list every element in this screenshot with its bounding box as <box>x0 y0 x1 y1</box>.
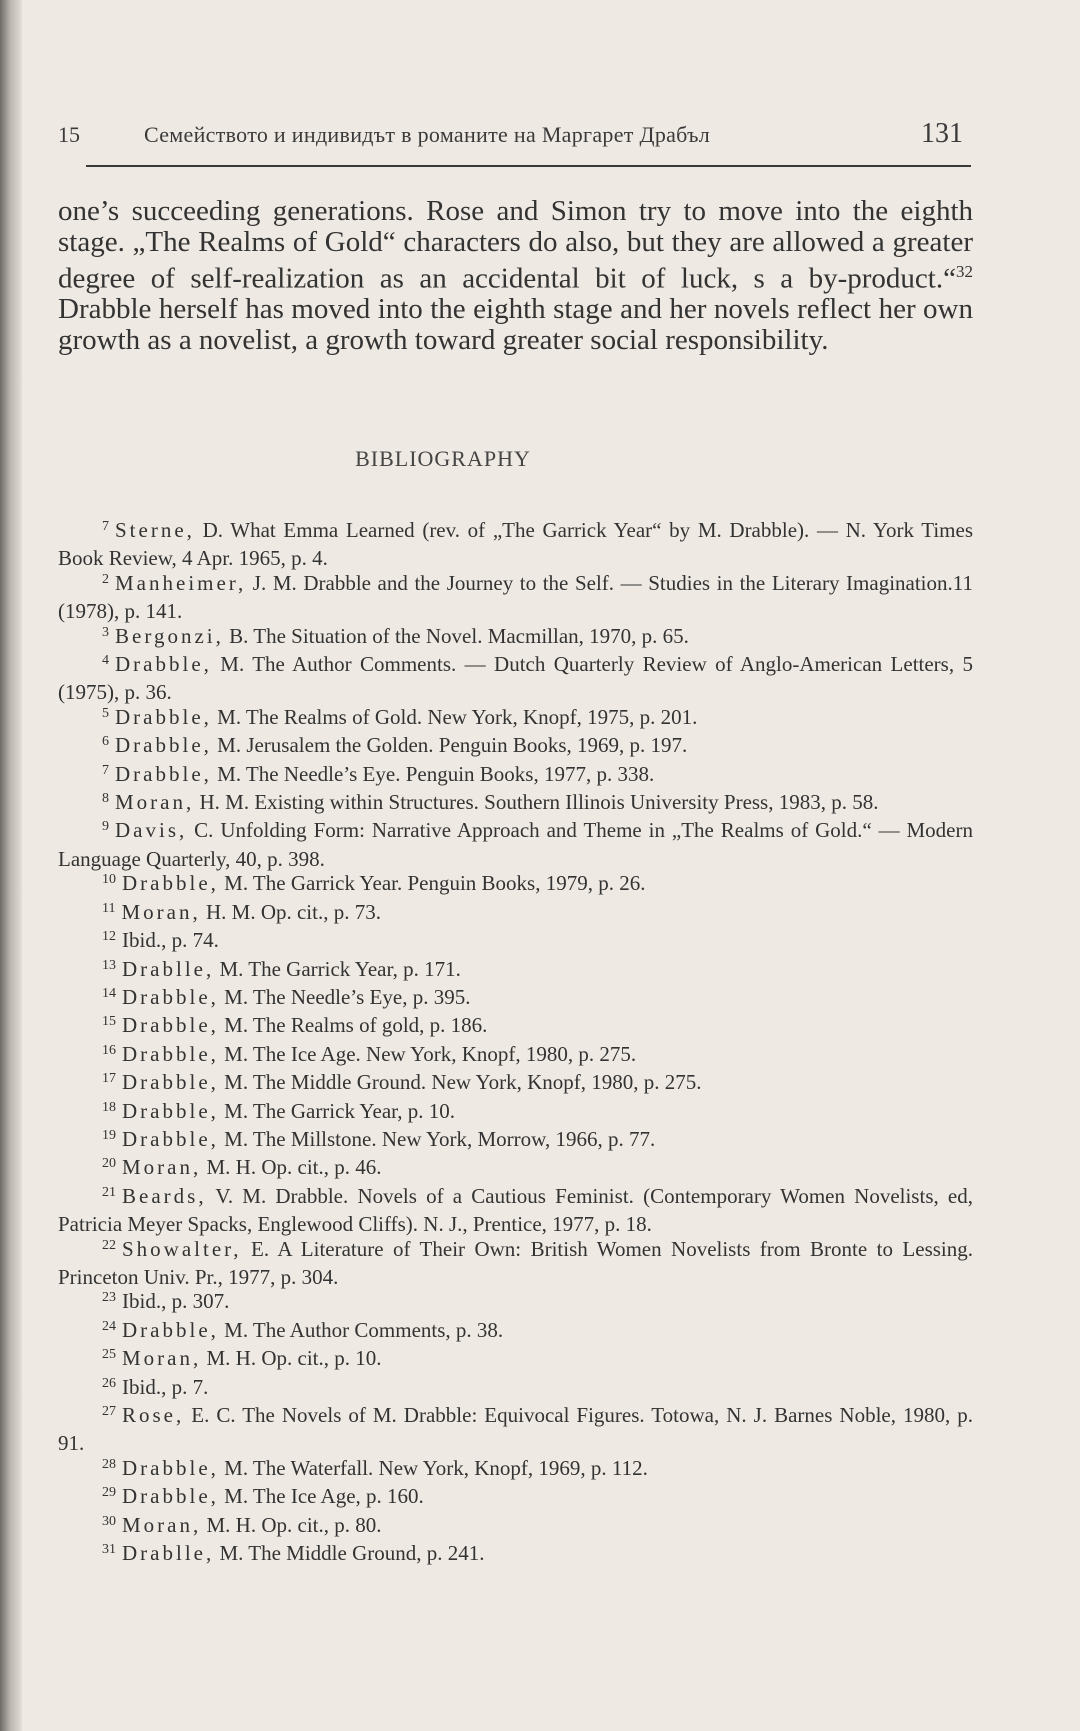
reference-text: M. H. Op. cit., p. 80. <box>201 1512 382 1537</box>
reference-number: 16 <box>102 1042 116 1058</box>
reference-author: Davis, <box>115 818 188 843</box>
reference-author: Drabble, <box>122 984 219 1009</box>
reference-entry <box>58 1127 973 1155</box>
reference-entry <box>58 818 973 871</box>
reference-text: J. M. Drabble and the Journey to the Self. — Studies in the Literary Imagination.11 (1978), p. 141. <box>58 570 973 624</box>
reference-entry <box>58 957 973 985</box>
footnote-reference: 32 <box>956 262 973 281</box>
reference-author: Drabble, <box>122 1455 219 1480</box>
reference-author: Moran, <box>115 790 195 815</box>
reference-entry <box>58 1456 973 1484</box>
reference-author: Drablle, <box>122 1541 215 1566</box>
reference-number: 23 <box>102 1290 116 1306</box>
reference-entry <box>58 762 973 790</box>
reference-entry <box>58 871 973 899</box>
reference-entry <box>58 1184 973 1237</box>
reference-text: H. M. Op. cit., p. 73. <box>200 899 381 924</box>
reference-author: Drabble, <box>122 1013 219 1038</box>
reference-text: M. The Garrick Year, p. 10. <box>218 1098 456 1123</box>
reference-number: 7 <box>102 519 109 534</box>
reference-text: M. H. Op. cit., p. 46. <box>201 1155 382 1180</box>
reference-entry <box>58 790 973 818</box>
reference-text: M. The Ice Age. New York, Knopf, 1980, p. 275. <box>218 1041 637 1066</box>
page <box>58 0 973 1731</box>
reference-number: 3 <box>102 624 109 640</box>
reference-text: M. The Author Comments, p. 38. <box>218 1317 504 1342</box>
reference-entry <box>58 1155 973 1183</box>
reference-number: 10 <box>102 872 116 888</box>
reference-text: C. Unfolding Form: Narrative Approach and Theme in „The Realms of Gold.“ — Modern Language Quarterly, 40, p. 398. <box>58 818 973 871</box>
reference-entry <box>58 1403 973 1456</box>
reference-author: Drablle, <box>122 956 215 981</box>
reference-author: Drabble, <box>122 1041 219 1066</box>
reference-author: Drabble, <box>122 1317 219 1342</box>
reference-text: E. A Literature of Their Own: British Women Novelists from Bronte to Lessing. Princeton Univ. Pr., 1977, p. 304. <box>58 1236 973 1289</box>
reference-number: 28 <box>102 1456 116 1472</box>
header-left-number: 15 <box>58 122 80 147</box>
running-title: Семейството и индивидът в романите на Маргарет Драбъл <box>144 122 711 147</box>
reference-author: Drabble, <box>122 1070 219 1095</box>
reference-author: Drabble, <box>122 1126 219 1151</box>
reference-number: 21 <box>102 1184 116 1200</box>
reference-number: 27 <box>102 1404 116 1419</box>
reference-entry <box>58 571 973 624</box>
reference-text: M. The Needle’s Eye, p. 395. <box>218 984 471 1009</box>
reference-text: Ibid., p. 7. <box>122 1374 209 1399</box>
reference-author: Moran, <box>122 1155 202 1180</box>
reference-entry <box>58 900 973 928</box>
reference-number: 8 <box>102 791 109 807</box>
paragraph-text: one’s succeeding generations. Rose and Simon try to move into the eighth stage. „The Realms of Gold“ characters do also, but they are allowed a greater degree of self-realization as an accidental bit of luck, s a by-product.“ <box>58 195 973 295</box>
reference-number: 11 <box>102 900 116 916</box>
reference-author: Showalter, <box>122 1236 242 1261</box>
reference-entry <box>58 733 973 761</box>
reference-number: 24 <box>102 1318 116 1334</box>
reference-text: M. The Millstone. New York, Morrow, 1966, p. 77. <box>218 1126 656 1151</box>
reference-text: M. Jerusalem the Golden. Penguin Books, 1969, p. 197. <box>211 733 688 758</box>
page-number: 131 <box>921 118 963 149</box>
reference-entry <box>58 705 973 733</box>
reference-author: Drabble, <box>122 1484 219 1509</box>
reference-entry <box>58 1099 973 1127</box>
reference-number: 12 <box>102 929 116 945</box>
reference-number: 14 <box>102 985 116 1001</box>
reference-text: Ibid., p. 307. <box>122 1289 230 1314</box>
reference-number: 20 <box>102 1156 116 1172</box>
reference-text: M. The Realms of gold, p. 186. <box>218 1013 488 1038</box>
reference-entry <box>58 928 973 956</box>
reference-number: 29 <box>102 1485 116 1501</box>
reference-entry <box>58 1513 973 1541</box>
reference-number: 7 <box>102 762 109 778</box>
reference-number: 30 <box>102 1513 116 1529</box>
reference-author: Rose, <box>122 1403 185 1427</box>
body-paragraph <box>58 196 973 355</box>
reference-author: Moran, <box>122 1346 202 1371</box>
paragraph-text-continued: Drabble herself has moved into the eighth stage and her novels reflect her own growth as a novelist, a growth toward greater social responsibility. <box>58 293 973 356</box>
reference-entry <box>58 1070 973 1098</box>
reference-author: Drabble, <box>115 704 212 729</box>
reference-author: Drabble, <box>115 652 212 677</box>
reference-author: Moran, <box>121 899 201 924</box>
reference-number: 13 <box>102 957 116 973</box>
reference-entry <box>58 1484 973 1512</box>
reference-number: 5 <box>102 705 109 721</box>
reference-text: M. The Middle Ground, p. 241. <box>214 1541 485 1566</box>
reference-entry <box>58 1013 973 1041</box>
reference-number: 17 <box>102 1071 116 1087</box>
reference-entry <box>58 1375 973 1403</box>
reference-author: Manheimer, <box>115 570 247 595</box>
reference-text: M. The Author Comments. — Dutch Quarterly Review of Anglo-American Letters, 5 (1975), p. 36. <box>58 652 973 705</box>
reference-number: 9 <box>102 819 109 835</box>
reference-text: M. The Middle Ground. New York, Knopf, 1980, p. 275. <box>218 1070 702 1095</box>
reference-number: 19 <box>102 1127 116 1143</box>
reference-author: Beards, <box>122 1183 207 1208</box>
bibliography-heading: BIBLIOGRAPHY <box>355 446 531 471</box>
reference-author: Sterne, <box>115 518 195 542</box>
reference-entry <box>58 652 973 705</box>
book-spine-shadow <box>0 0 22 1731</box>
reference-number: 18 <box>102 1099 116 1115</box>
reference-author: Bergonzi, <box>115 623 224 648</box>
reference-text: H. M. Existing within Structures. Southern Illinois University Press, 1983, p. 58. <box>194 790 879 815</box>
reference-entry <box>58 1237 973 1290</box>
reference-author: Drabble, <box>122 871 219 896</box>
reference-text: V. M. Drabble. Novels of a Cautious Feminist. (Contemporary Women Novelists, ed, Patricia Meyer Spacks, Englewood Cliffs). N. J., Prentice, 1977, p. 18. <box>58 1183 973 1237</box>
reference-author: Moran, <box>122 1512 202 1537</box>
reference-entry <box>58 985 973 1013</box>
reference-entry <box>58 1346 973 1374</box>
reference-number: 22 <box>102 1237 116 1253</box>
reference-number: 26 <box>102 1375 116 1391</box>
reference-text: M. H. Op. cit., p. 10. <box>201 1346 382 1371</box>
reference-text: D. What Emma Learned (rev. of „The Garrick Year“ by M. Drabble). — N. York Times Book Review, 4 Apr. 1965, p. 4. <box>58 518 973 571</box>
reference-text: M. The Garrick Year. Penguin Books, 1979, p. 26. <box>218 871 646 896</box>
reference-text: M. The Needle’s Eye. Penguin Books, 1977, p. 338. <box>211 761 655 786</box>
reference-text: M. The Ice Age, p. 160. <box>218 1484 424 1509</box>
header-rule <box>86 165 971 167</box>
reference-number: 31 <box>102 1542 116 1558</box>
reference-entry <box>58 1042 973 1070</box>
reference-list <box>58 518 973 1569</box>
reference-number: 15 <box>102 1014 116 1030</box>
reference-number: 2 <box>102 571 109 587</box>
reference-entry <box>58 624 973 652</box>
reference-author: Drabble, <box>115 733 212 758</box>
reference-text: M. The Waterfall. New York, Knopf, 1969, p. 112. <box>218 1455 648 1480</box>
reference-number: 6 <box>102 734 109 750</box>
reference-entry <box>58 518 973 571</box>
reference-text: M. The Realms of Gold. New York, Knopf, 1975, p. 201. <box>211 704 698 729</box>
reference-number: 4 <box>102 653 109 669</box>
reference-text: E. C. The Novels of M. Drabble: Equivocal Figures. Totowa, N. J. Barnes Noble, 1980, p. 91. <box>58 1403 973 1456</box>
reference-number: 25 <box>102 1347 116 1363</box>
reference-text: Ibid., p. 74. <box>122 928 219 953</box>
reference-entry <box>58 1289 973 1317</box>
reference-entry <box>58 1318 973 1346</box>
reference-entry <box>58 1541 973 1569</box>
running-header <box>58 118 973 154</box>
reference-text: M. The Garrick Year, p. 171. <box>214 956 461 981</box>
reference-author: Drabble, <box>115 761 212 786</box>
reference-author: Drabble, <box>122 1098 219 1123</box>
reference-text: B. The Situation of the Novel. Macmillan, 1970, p. 65. <box>223 623 689 648</box>
